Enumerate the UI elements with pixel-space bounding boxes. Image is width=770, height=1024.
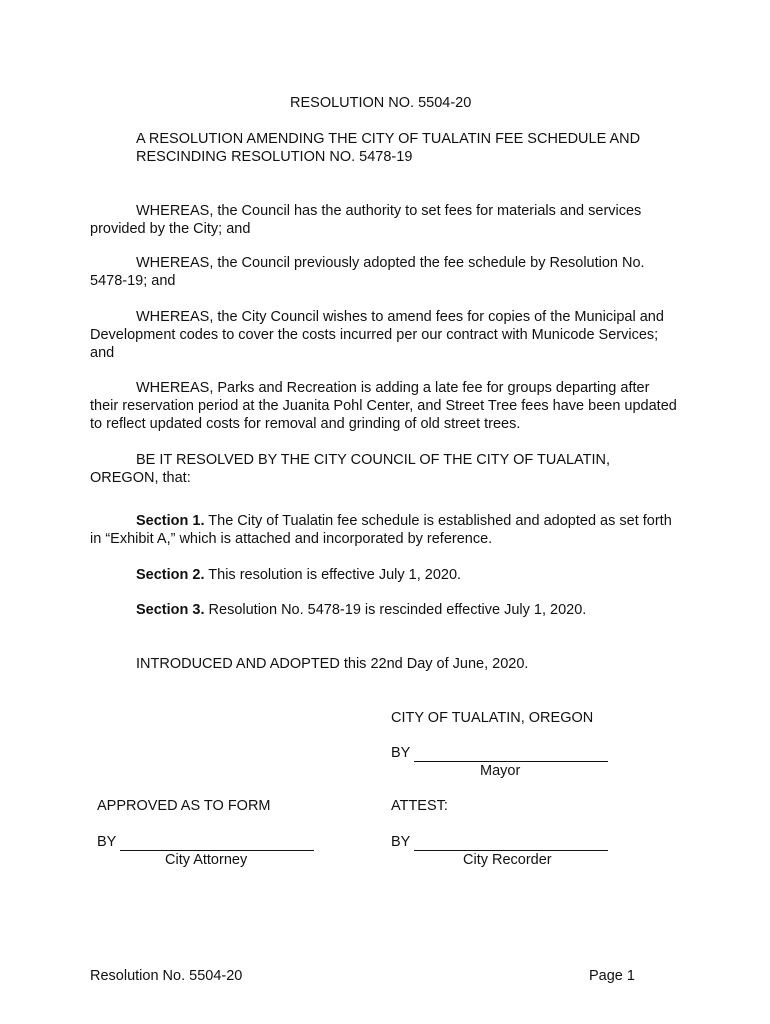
section-3-text: Resolution No. 5478-19 is rescinded effective July 1, 2020. <box>208 602 587 618</box>
city-recorder-label: City Recorder <box>463 852 552 868</box>
resolution-subtitle-line-2: RESCINDING RESOLUTION NO. 5478-19 <box>136 149 413 165</box>
mayor-signature-blank <box>414 747 608 762</box>
section-3-label: Section 3. <box>136 602 205 618</box>
resolution-title: RESOLUTION NO. 5504-20 <box>290 95 472 111</box>
attorney-signature-blank <box>120 836 314 851</box>
recorder-by-label: BY <box>391 834 411 850</box>
section-2-paragraph <box>136 566 461 584</box>
section-3-paragraph <box>136 601 586 619</box>
section-1-paragraph <box>90 512 680 548</box>
attest-label: ATTEST: <box>391 798 448 814</box>
attorney-by-label: BY <box>97 834 117 850</box>
mayor-signature-line <box>391 744 608 762</box>
recorder-signature-line <box>391 833 608 851</box>
city-name: CITY OF TUALATIN, OREGON <box>391 710 594 726</box>
section-1-text: The City of Tualatin fee schedule is established and adopted as set forth in “Exhibit A,” which is attached and incorporated by reference. <box>90 513 672 547</box>
mayor-label: Mayor <box>480 763 521 779</box>
city-attorney-label: City Attorney <box>165 852 248 868</box>
section-1-label: Section 1. <box>136 513 205 529</box>
attorney-signature-line <box>97 833 314 851</box>
resolution-subtitle-line-1: A RESOLUTION AMENDING THE CITY OF TUALATIN FEE SCHEDULE AND <box>136 131 641 147</box>
whereas-paragraph-2: WHEREAS, the Council previously adopted the fee schedule by Resolution No. 5478-19; and <box>90 255 645 289</box>
whereas-paragraph-3: WHEREAS, the City Council wishes to amend fees for copies of the Municipal and Development codes to cover the costs incurred per our contract with Municode Services; and <box>90 309 664 361</box>
mayor-by-label: BY <box>391 745 411 761</box>
footer-page-number: Page 1 <box>589 968 635 984</box>
whereas-paragraph-1: WHEREAS, the Council has the authority to set fees for materials and services provided by the City; and <box>90 203 642 237</box>
recorder-signature-blank <box>414 836 608 851</box>
section-2-label: Section 2. <box>136 567 205 583</box>
footer-resolution-number: Resolution No. 5504-20 <box>90 968 243 984</box>
section-2-text: This resolution is effective July 1, 2020. <box>208 567 462 583</box>
adopted-statement: INTRODUCED AND ADOPTED this 22nd Day of June, 2020. <box>136 656 529 672</box>
whereas-paragraph-4: WHEREAS, Parks and Recreation is adding a late fee for groups departing after their reservation period at the Juanita Pohl Center, and Street Tree fees have been updated to reflect updated costs for removal and grinding of old street trees. <box>90 380 677 432</box>
approved-as-to-form: APPROVED AS TO FORM <box>97 798 271 814</box>
resolved-paragraph: BE IT RESOLVED BY THE CITY COUNCIL OF THE CITY OF TUALATIN, OREGON, that: <box>90 452 611 486</box>
